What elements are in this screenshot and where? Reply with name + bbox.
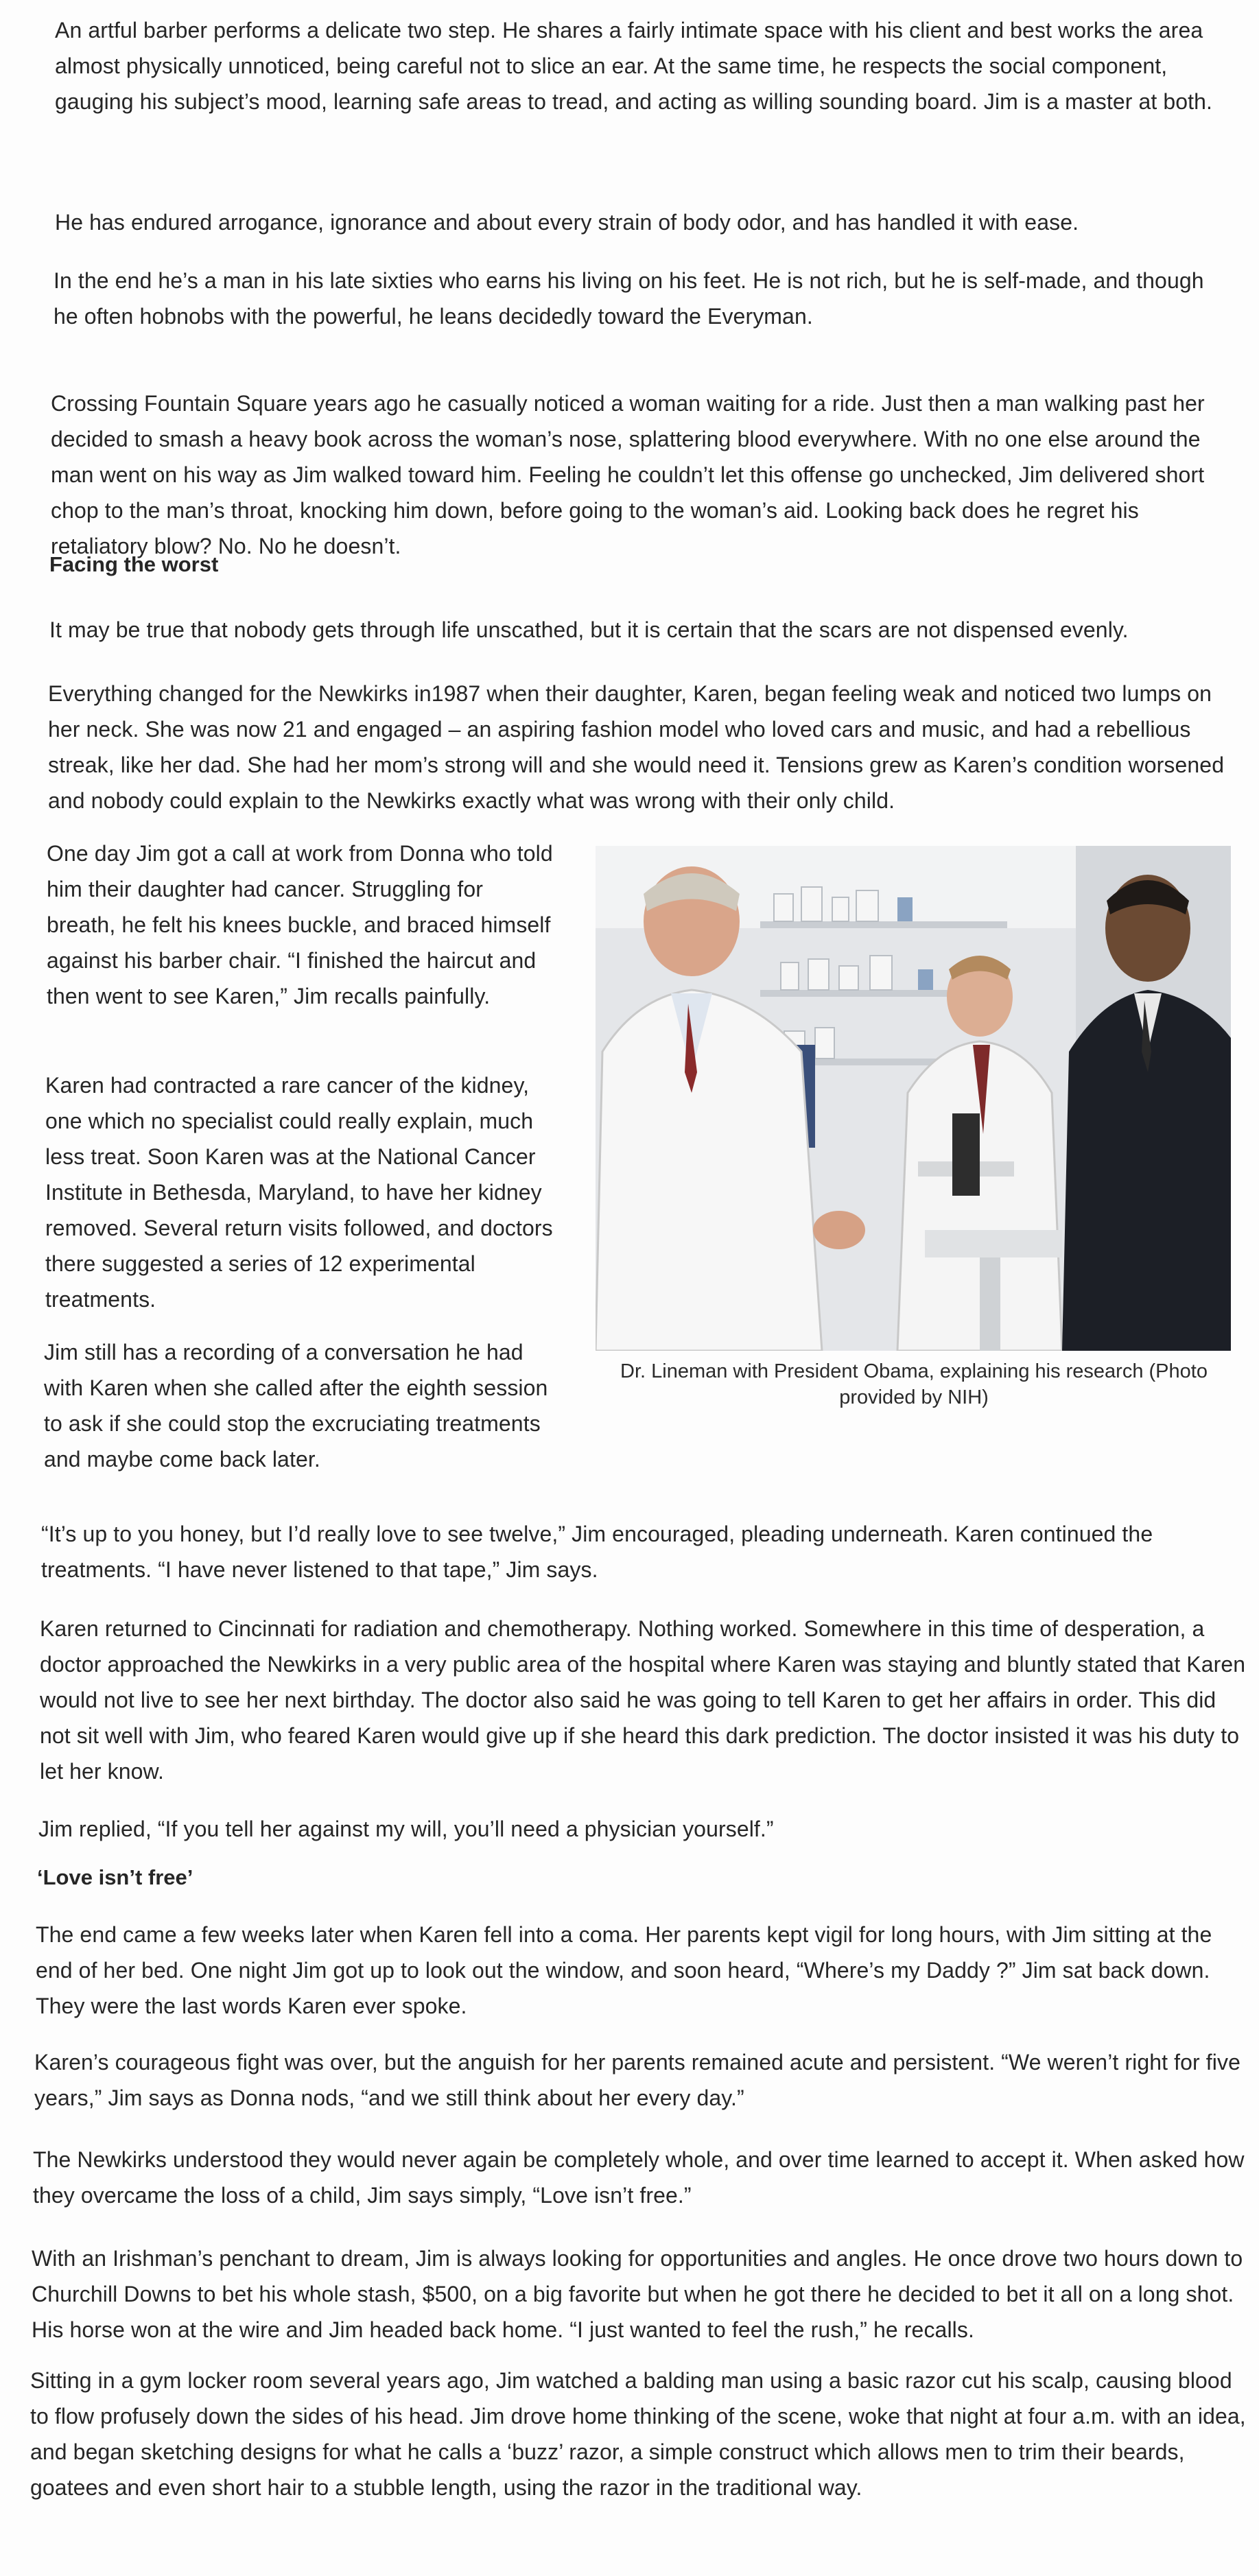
paragraph-endured: He has endured arrogance, ignorance and about every strain of body odor, and has handled it with ease. <box>55 210 1079 235</box>
photo-caption: Dr. Lineman with President Obama, explaining his research (Photo provided by NIH) <box>620 1360 1208 1408</box>
section-heading-facing-the-worst: Facing the worst <box>49 552 219 576</box>
paragraph-up-to-you: “It’s up to you honey, but I’d really love to see twelve,” Jim encouraged, pleading underneath. Karen continued the treatments. “I have never listened to that tape,” Jim says. <box>41 1522 1153 1582</box>
paragraph-churchill-downs: With an Irishman’s penchant to dream, Jim is always looking for opportunities and angles. He once drove two hours down to Churchill Downs to bet his whole stash, $500, on a big favorite but when he got there he decided to bet it all on a long shot. His horse won at the wire and Jim headed back home. “I just wanted to feel the rush,” he recalls. <box>32 2246 1243 2342</box>
paragraph-jim-replied: Jim replied, “If you tell her against my will, you’ll need a physician yourself.” <box>38 1817 774 1841</box>
paragraph-never-whole: The Newkirks understood they would never again be completely whole, and over time learned to accept it. When asked how they overcame the loss of a child, Jim says simply, “Love isn’t free.” <box>33 2147 1245 2208</box>
paragraph-rare-cancer: Karen had contracted a rare cancer of the kidney, one which no specialist could really explain, much less treat. Soon Karen was at the National Cancer Institute in Bethesda, Maryland, to have her kidney removed. Several return visits followed, and doctors there suggested a series of 12 experimental treatments. <box>45 1073 553 1312</box>
paragraph-late-sixties: In the end he’s a man in his late sixties who earns his living on his feet. He is not rich, but he is self-made, and though he often hobnobs with the powerful, he leans decidedly toward the Everyman. <box>54 268 1204 329</box>
paragraph-buzz-razor: Sitting in a gym locker room several years ago, Jim watched a balding man using a basic razor cut his scalp, causing blood to flow profusely down the sides of his head. Jim drove home thinking of the scene, woke that night at four a.m. with an idea, and began sketching designs for what he calls a ‘buzz’ razor, a simple construct which allows men to trim their beards, goatees and even short hair to a stubble length, using the razor in the traditional way. <box>30 2368 1246 2500</box>
paragraph-the-end-came: The end came a few weeks later when Karen fell into a coma. Her parents kept vigil for long hours, with Jim sitting at the end of her bed. One night Jim got up to look out the window, and soon heard, “Where’s my Daddy ?” Jim sat back down. They were the last words Karen ever spoke. <box>36 1922 1212 2018</box>
paragraph-cancer-call: One day Jim got a call at work from Donna who told him their daughter had cancer. Struggling for breath, he felt his knees buckle, and braced himself against his barber chair. “I finished the haircut and then went to see Karen,” Jim recalls painfully. <box>47 841 553 1008</box>
paragraph-courageous-fight: Karen’s courageous fight was over, but the anguish for her parents remained acute and persistent. “We weren’t right for five years,” Jim says as Donna nods, “and we still think about her every day.” <box>34 2050 1240 2110</box>
paragraph-barber-two-step: An artful barber performs a delicate two step. He shares a fairly intimate space with his client and best works the area almost physically unnoticed, being careful not to slice an ear. At the same time, he respects the social component, gauging his subject’s mood, learning safe areas to tread, and acting as willing sounding board. Jim is a master at both. <box>55 18 1213 114</box>
section-heading-love-isnt-free: ‘Love isn’t free’ <box>37 1865 193 1889</box>
paragraph-fountain-square: Crossing Fountain Square years ago he casually noticed a woman waiting for a ride. Just then a man walking past her decided to smash a heavy book across the woman’s nose, splattering blood everywhere. With no one else around the man went on his way as Jim walked toward him. Feeling he couldn’t let this offense go unchecked, Jim delivered short chop to the man’s throat, knocking him down, before going to the woman’s aid. Looking back does he regret his retaliatory blow? No. No he doesn’t. <box>51 391 1205 558</box>
paragraph-returned-to-cincinnati: Karen returned to Cincinnati for radiation and chemotherapy. Nothing worked. Somewhere in this time of desperation, a doctor approached the Newkirks in a very public area of the hospital where Karen was staying and bluntly stated that Karen would not live to see her next birthday. The doctor also said he was going to tell Karen to get her affairs in order. This did not sit well with Jim, who feared Karen would give up if she heard this dark prediction. The doctor insisted it was his duty to let her know. <box>40 1616 1246 1784</box>
paragraph-recording: Jim still has a recording of a conversation he had with Karen when she called after the eighth session to ask if she could stop the excruciating treatments and maybe come back later. <box>44 1340 548 1472</box>
paragraph-everything-changed: Everything changed for the Newkirks in1987 when their daughter, Karen, began feeling weak and noticed two lumps on her neck. She was now 21 and engaged – an aspiring fashion model who loved cars and music, and had a rebellious streak, like her dad. She had her mom’s strong will and she would need it. Tensions grew as Karen’s condition worsened and nobody could explain to the Newkirks exactly what was wrong with their only child. <box>48 681 1225 813</box>
photo-illustration <box>596 846 1231 1351</box>
photo-doctor-with-president <box>596 846 1231 1351</box>
paragraph-unscathed: It may be true that nobody gets through life unscathed, but it is certain that the scars are not dispensed evenly. <box>49 617 1129 642</box>
